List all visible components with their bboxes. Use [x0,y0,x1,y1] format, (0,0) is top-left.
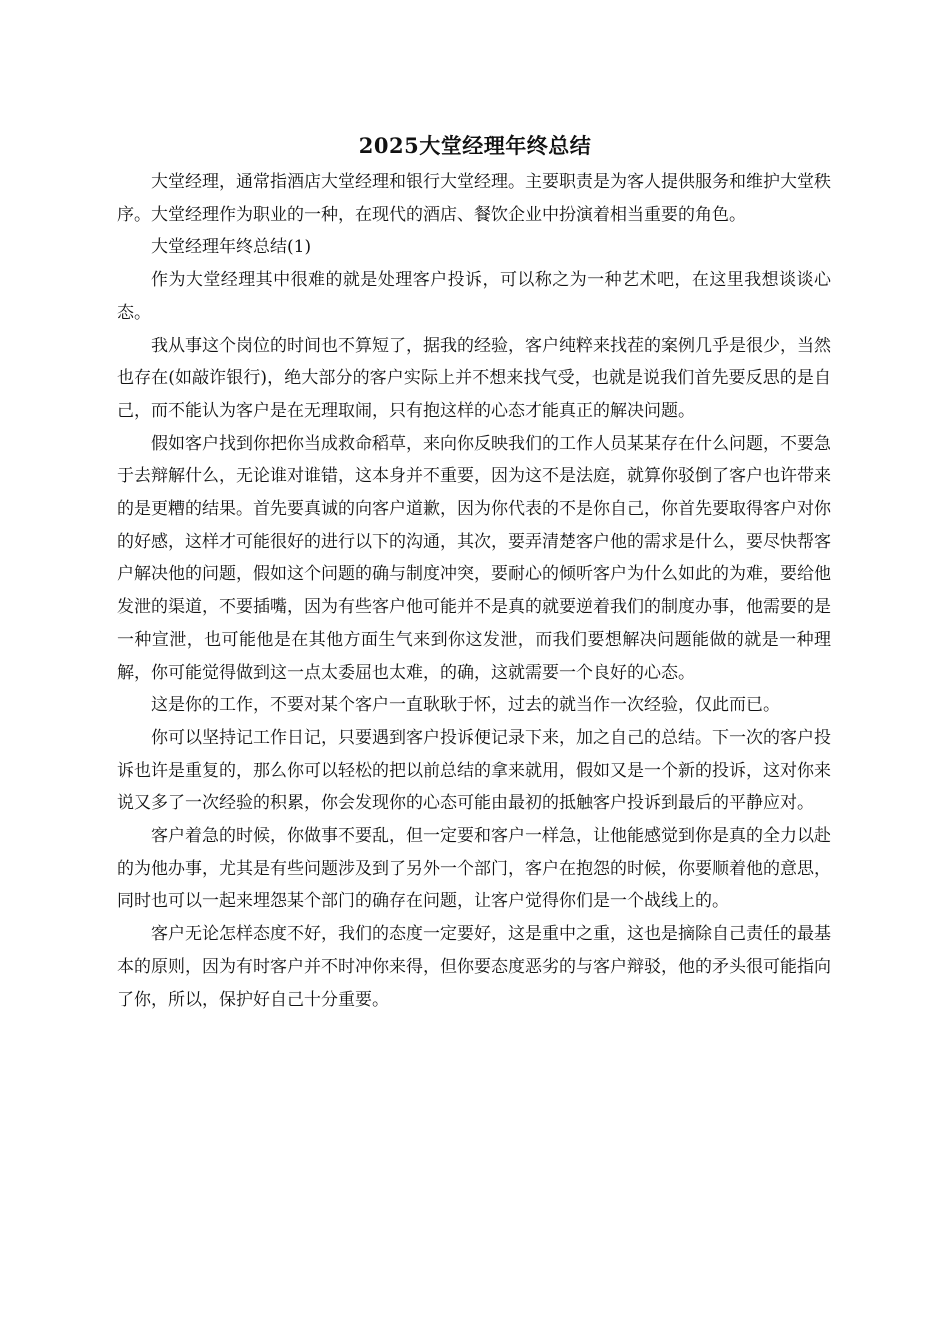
paragraph: 客户着急的时候，你做事不要乱，但一定要和客户一样急，让他能感觉到你是真的全力以赴的为他办事，尤其是有些问题涉及到了另外一个部门，客户在抱怨的时候，你要顺着他的意思，同时也可以一起来埋怨某个部门的确存在问题，让客户觉得你们是一个战线上的。 [117,826,831,912]
document-title: 2025大堂经理年终总结 [358,133,592,159]
paragraph: 作为大堂经理其中很难的就是处理客户投诉，可以称之为一种艺术吧，在这里我想谈谈心态。 [117,270,831,323]
paragraph: 假如客户找到你把你当成救命稻草，来向你反映我们的工作人员某某存在什么问题，不要急于去辩解什么，无论谁对谁错，这本身并不重要，因为这不是法庭，就算你驳倒了客户也许带来的是更糟的结果。首先要真诚的向客户道歉，因为你代表的不是你自己，你首先要取得客户对你的好感，这样才可能很好的进行以下的沟通，其次，要弄清楚客户他的需求是什么，要尽快帮客户解决他的问题，假如这个问题的确与制度冲突，要耐心的倾听客户为什么如此的为难，要给他发泄的渠道，不要插嘴，因为有些客户他可能并不是真的就要逆着我们的制度办事，他需要的是一种宣泄，也可能他是在其他方面生气来到你这发泄，而我们要想解决问题能做的就是一种理解，你可能觉得做到这一点太委屈也太难，的确，这就需要一个良好的心态。 [117,433,831,683]
section-heading: 大堂经理年终总结(1) [151,237,312,258]
paragraph: 这是你的工作，不要对某个客户一直耿耿于怀，过去的就当作一次经验，仅此而已。 [151,695,780,716]
paragraph: 我从事这个岗位的时间也不算短了，据我的经验，客户纯粹来找茬的案例几乎是很少，当然也存在(如敲诈银行)，绝大部分的客户实际上并不想来找气受，也就是说我们首先要反思的是自己，而不能认为客户是在无理取闹，只有抱这样的心态才能真正的解决问题。 [117,335,831,421]
document-body [117,166,831,1016]
paragraph: 客户无论怎样态度不好，我们的态度一定要好，这是重中之重，这也是摘除自己责任的最基本的原则，因为有时客户并不时冲你来得，但你要态度恶劣的与客户辩驳，他的矛头很可能指向了你，所以，保护好自己十分重要。 [117,924,831,1010]
paragraph: 你可以坚持记工作日记，只要遇到客户投诉便记录下来，加之自己的总结。下一次的客户投诉也许是重复的，那么你可以轻松的把以前总结的拿来就用，假如又是一个新的投诉，这对你来说又多了一次经验的积累，你会发现你的心态可能由最初的抵触客户投诉到最后的平静应对。 [117,727,831,814]
paragraph-intro: 大堂经理，通常指酒店大堂经理和银行大堂经理。主要职责是为客人提供服务和维护大堂秩序。大堂经理作为职业的一种，在现代的酒店、餐饮企业中扮演着相当重要的角色。 [117,172,831,225]
